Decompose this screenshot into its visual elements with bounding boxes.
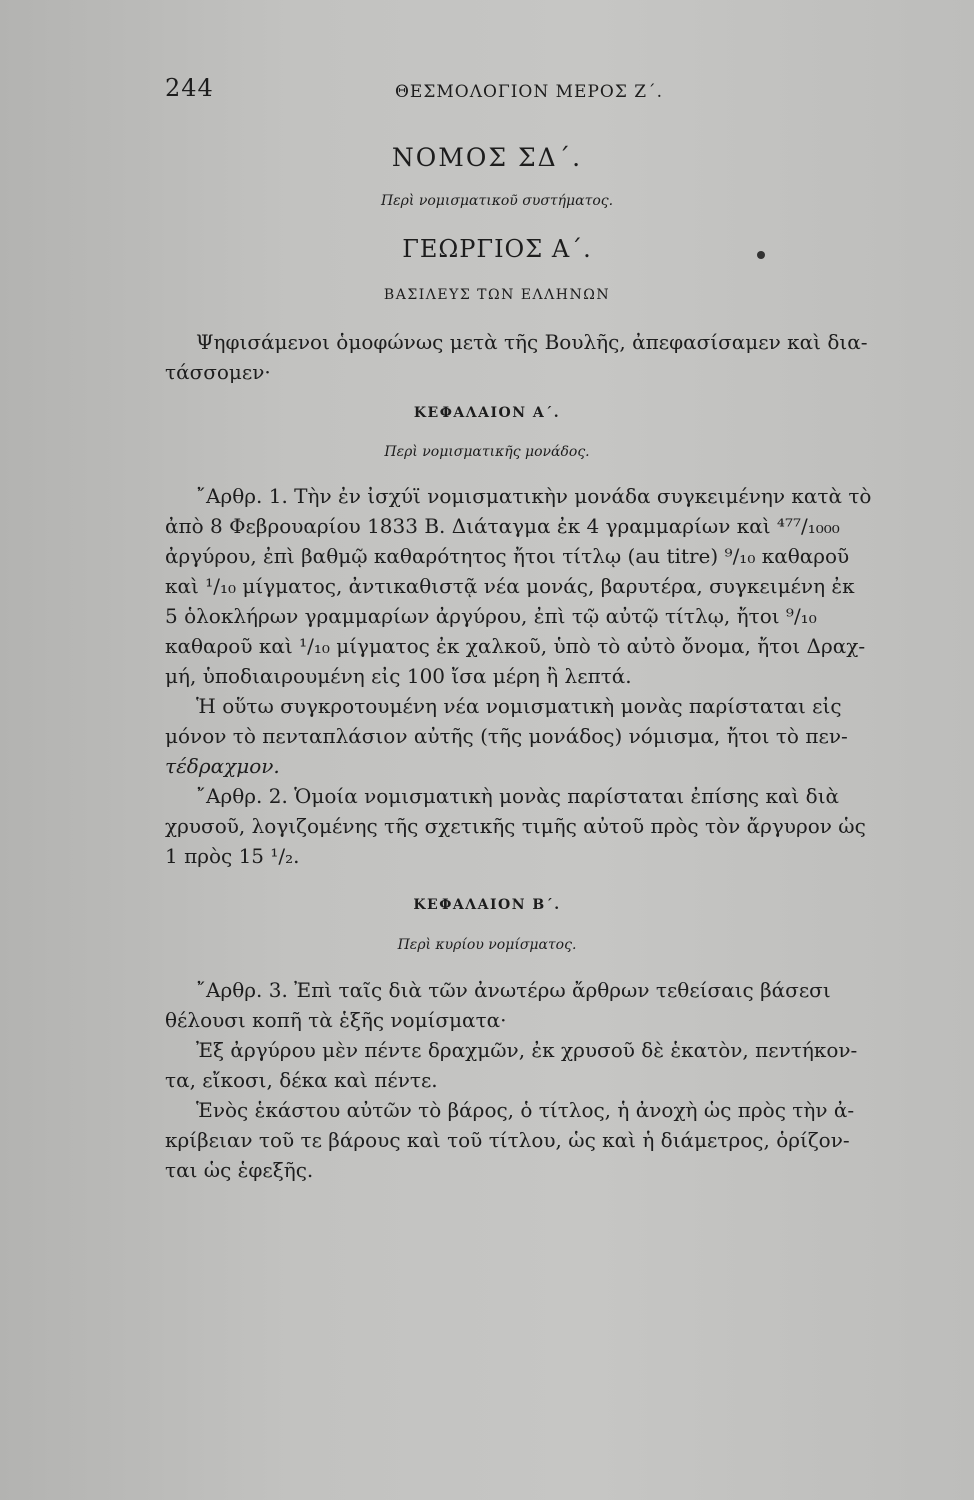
law-subtitle: Περὶ νομισματικοῦ συστήματος. (380, 193, 614, 209)
article-1-line: 5 ὁλοκλήρων γραμμαρίων ἀργύρου, ἐπὶ τῷ αὐτῷ τίτλῳ, ἤτοι ⁹/₁₀ (165, 604, 817, 628)
article-2-line: 1 πρὸς 15 ¹/₂. (165, 844, 300, 868)
article-3-line: θέλουσι κοπῆ τὰ ἑξῆς νομίσματα· (165, 1008, 507, 1032)
chapter-a-subheading: Περὶ νομισματικῆς μονάδος. (384, 444, 590, 460)
article-1-line: Ἡ οὕτω συγκροτουμένη νέα νομισματικὴ μονὰς παρίσταται εἰς (196, 694, 842, 718)
article-3-line: Ἑνὸς ἑκάστου αὐτῶν τὸ βάρος, ὁ τίτλος, ἡ ἀνοχὴ ὡς πρὸς τὴν ἀ- (196, 1098, 855, 1122)
article-3-line: τα, εἴκοσι, δέκα καὶ πέντε. (165, 1068, 438, 1092)
article-1-line: ἀπὸ 8 Φεβρουαρίου 1833 Β. Διάταγμα ἐκ 4 γραμμαρίων καὶ ⁴⁷⁷/₁₀₀₀ (165, 514, 840, 538)
king-name: ΓΕΩΡΓΙΟΣ Α΄. (402, 235, 592, 263)
article-3-line: Ἐξ ἀργύρου μὲν πέντε δραχμῶν, ἐκ χρυσοῦ δὲ ἑκατὸν, πεντήκον- (196, 1038, 858, 1062)
ink-dot (757, 251, 765, 259)
article-1-line: ῎Αρθρ. 1. Τὴν ἐν ἰσχύϊ νομισματικὴν μονάδα συγκειμένην κατὰ τὸ (196, 484, 872, 508)
article-1-line: καθαροῦ καὶ ¹/₁₀ μίγματος ἐκ χαλκοῦ, ὑπὸ τὸ αὐτὸ ὄνομα, ἤτοι Δραχ- (165, 634, 866, 658)
article-1-line: μή, ὑποδιαιρουμένη εἰς 100 ἴσα μέρη ἢ λεπτά. (165, 664, 632, 688)
article-3-line: ῎Αρθρ. 3. Ἐπὶ ταῖς διὰ τῶν ἀνωτέρω ἄρθρων τεθείσαις βάσεσι (196, 978, 831, 1002)
preamble-line: Ψηφισάμενοι ὁμοφώνως μετὰ τῆς Βουλῆς, ἀπεφασίσαμεν καὶ δια- (196, 330, 868, 354)
king-title: ΒΑΣΙΛΕΥΣ ΤΩΝ ΕΛΛΗΝΩΝ (383, 287, 611, 303)
article-1-line: τέδραχμον. (165, 754, 280, 778)
article-1-line: μόνον τὸ πενταπλάσιον αὐτῆς (τῆς μονάδος) νόμισμα, ἤτοι τὸ πεν- (165, 724, 848, 748)
preamble-line: τάσσομεν· (165, 360, 271, 384)
chapter-b-subheading: Περὶ κυρίου νομίσματος. (397, 937, 577, 953)
chapter-a-heading: ΚΕΦΑΛΑΙΟΝ Α΄. (413, 405, 561, 421)
article-2-line: χρυσοῦ, λογιζομένης τῆς σχετικῆς τιμῆς αὐτοῦ πρὸς τὸν ἄργυρον ὡς (165, 814, 866, 838)
chapter-b-heading: ΚΕΦΑΛΑΙΟΝ Β΄. (413, 897, 561, 913)
article-3-line: ται ὡς ἑφεξῆς. (165, 1158, 314, 1182)
law-title: ΝΟΜΟΣ ΣΔ΄. (391, 143, 583, 172)
article-2-line: ῎Αρθρ. 2. Ὁμοία νομισματικὴ μονὰς παρίσταται ἐπίσης καὶ διὰ (196, 784, 840, 808)
page-number: 244 (165, 74, 214, 102)
article-1-line: καὶ ¹/₁₀ μίγματος, ἀντικαθιστᾷ νέα μονάς, βαρυτέρα, συγκειμένη ἐκ (165, 574, 855, 598)
running-header: ΘΕΣΜΟΛΟΓΙΟΝ ΜΕΡΟΣ Ζ΄. (395, 82, 663, 102)
article-1-line: ἀργύρου, ἐπὶ βαθμῷ καθαρότητος ἤτοι τίτλῳ (au titre) ⁹/₁₀ καθαροῦ (165, 544, 850, 568)
article-3-line: κρίβειαν τοῦ τε βάρους καὶ τοῦ τίτλου, ὡς καὶ ἡ διάμετρος, ὁρίζον- (165, 1128, 850, 1152)
